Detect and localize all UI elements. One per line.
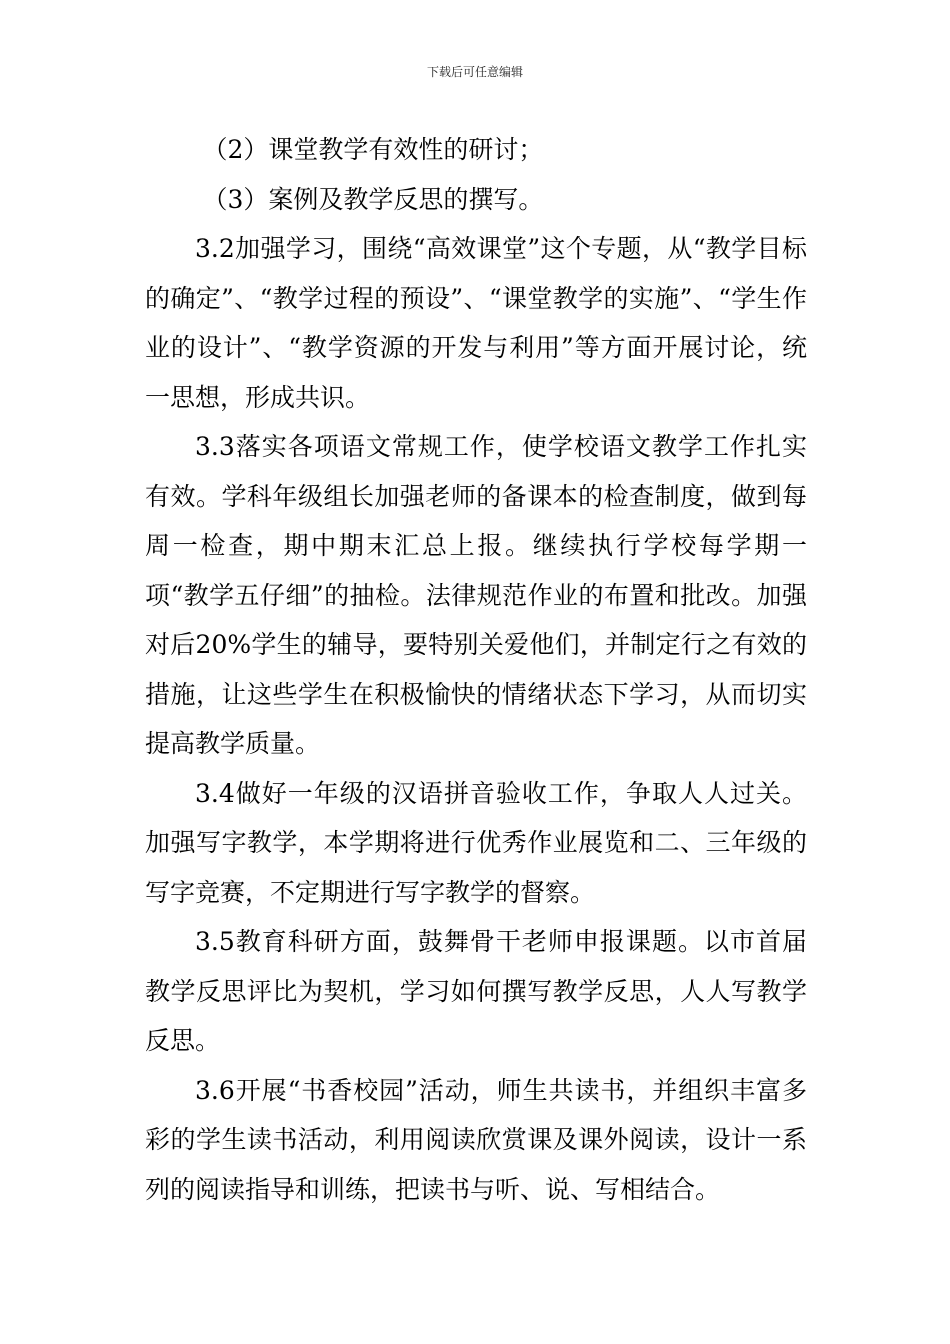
page-header: 下载后可任意编辑 — [426, 65, 523, 79]
paragraph-3-2: 3.2加强学习，围绕“高效课堂”这个专题，从“教学目标的确定”、“教学过程的预设”、“课堂教学的实施”、“学生作业的设计”、“教学资源的开发与利用”等方面开展讨论，统一思想，形成共识。 — [145, 234, 807, 412]
paragraph-3-3: 3.3落实各项语文常规工作，使学校语文教学工作扎实有效。学科年级组长加强老师的备课本的检查制度，做到每周一检查，期中期末汇总上报。继续执行学校每学期一项“教学五仔细”的抽检。法律规范作业的布置和批改。加强对后20%学生的辅导，要特别关爱他们，并制定行之有效的措施，让这些学生在积极愉快的情绪状态下学习，从而切实提高教学质量。 — [145, 432, 807, 758]
paragraph-3-4: 3.4做好一年级的汉语拼音验收工作，争取人人过关。加强写字教学，本学期将进行优秀作业展览和二、三年级的写字竞赛，不定期进行写字教学的督察。 — [145, 778, 807, 907]
document-body — [145, 125, 807, 1214]
paragraph-item-3: （3）案例及教学反思的撰写。 — [202, 184, 544, 214]
paragraph-item-2: （2）课堂教学有效性的研讨； — [202, 135, 544, 164]
paragraph-3-6: 3.6开展“书香校园”活动，师生共读书，并组织丰富多彩的学生读书活动，利用阅读欣赏课及课外阅读，设计一系列的阅读指导和训练，把读书与听、说、写相结合。 — [145, 1075, 807, 1204]
paragraph-3-5: 3.5教育科研方面，鼓舞骨干老师申报课题。以市首届教学反思评比为契机，学习如何撰写教学反思，人人写教学反思。 — [145, 927, 807, 1055]
